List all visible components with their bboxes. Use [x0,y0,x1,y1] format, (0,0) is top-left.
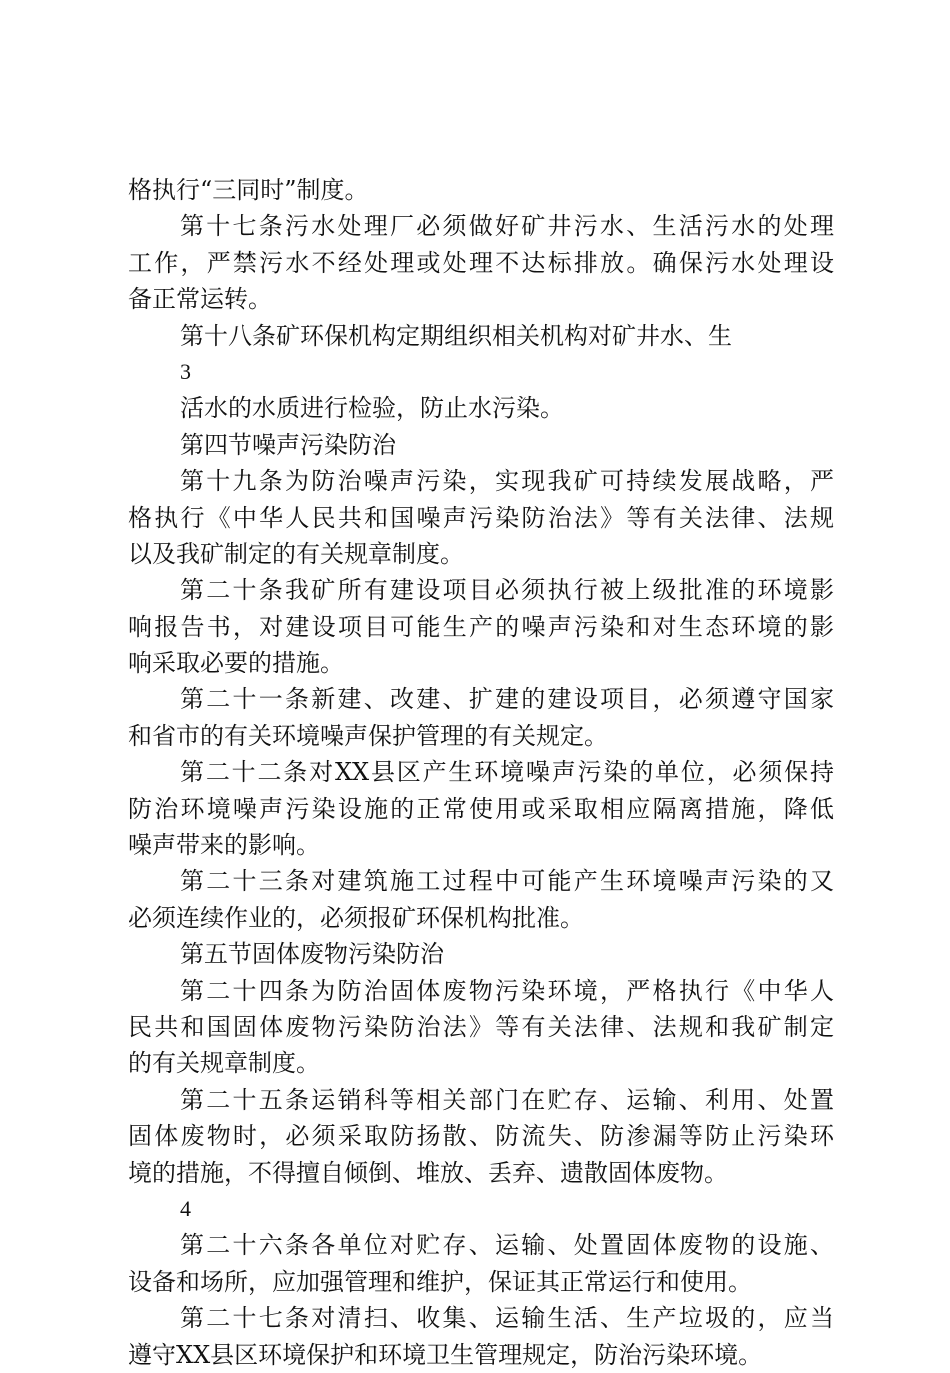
text-line: 的有关规章制度。 [128,1049,320,1078]
text-line: 第十八条矿环保机构定期组织相关机构对矿井水、生 [180,321,732,350]
text-line: 固体废物时，必须采取防扬散、防流失、防渗漏等防止污染环 [128,1122,834,1151]
text-line: 和省市的有关环境噪声保护管理的有关规定。 [128,721,608,750]
document-body [128,172,834,1373]
text-line: 活水的水质进行检验，防止水污染。 [180,394,564,423]
text-line: 响采取必要的措施。 [128,649,344,678]
text-line: 第十九条为防治噪声污染，实现我矿可持续发展战略，严 [180,467,834,496]
text-line: 第二十一条新建、改建、扩建的建设项目，必须遵守国家 [180,685,834,714]
text-line: 格执行“三同时”制度。 [128,176,369,204]
text-line: 第十七条污水处理厂必须做好矿井污水、生活污水的处理 [180,212,834,241]
text-line: 以及我矿制定的有关规章制度。 [128,539,464,568]
page-number: 4 [180,1195,191,1221]
text-line: 防治环境噪声污染设施的正常使用或采取相应隔离措施，降低 [128,794,834,823]
text-line: 民共和国固体废物污染防治法》等有关法律、法规和我矿制定 [128,1012,834,1041]
text-line: 第二十条我矿所有建设项目必须执行被上级批准的环境影 [180,576,834,605]
text-line: 格执行《中华人民共和国噪声污染防治法》等有关法律、法规 [128,503,834,532]
text-line: 响报告书，对建设项目可能生产的噪声污染和对生态环境的影 [128,612,834,641]
text-line: 第二十四条为防治固体废物污染环境，严格执行《中华人 [180,976,834,1005]
text-line: 第二十二条对XX县区产生环境噪声污染的单位，必须保持 [180,758,834,787]
text-line: 第二十六条各单位对贮存、运输、处置固体废物的设施、 [180,1231,834,1260]
text-line: 备正常运转。 [128,285,272,314]
text-line: 遵守XX县区环境保护和环境卫生管理规定，防治污染环境。 [128,1340,763,1369]
page-number: 3 [180,358,191,384]
text-line: 必须连续作业的，必须报矿环保机构批准。 [128,903,584,932]
section-heading: 第五节固体废物污染防治 [180,940,444,969]
text-line: 第二十七条对清扫、收集、运输生活、生产垃圾的，应当 [180,1304,834,1333]
section-heading: 第四节噪声污染防治 [180,430,396,459]
text-line: 设备和场所，应加强管理和维护，保证其正常运行和使用。 [128,1267,752,1296]
text-line: 噪声带来的影响。 [128,831,320,860]
text-line: 境的措施，不得擅自倾倒、堆放、丢弃、遗散固体废物。 [128,1158,728,1187]
text-line: 工作，严禁污水不经处理或处理不达标排放。确保污水处理设 [128,248,834,277]
text-line: 第二十五条运销科等相关部门在贮存、运输、利用、处置 [180,1085,834,1114]
text-line: 第二十三条对建筑施工过程中可能产生环境噪声污染的又 [180,867,834,896]
